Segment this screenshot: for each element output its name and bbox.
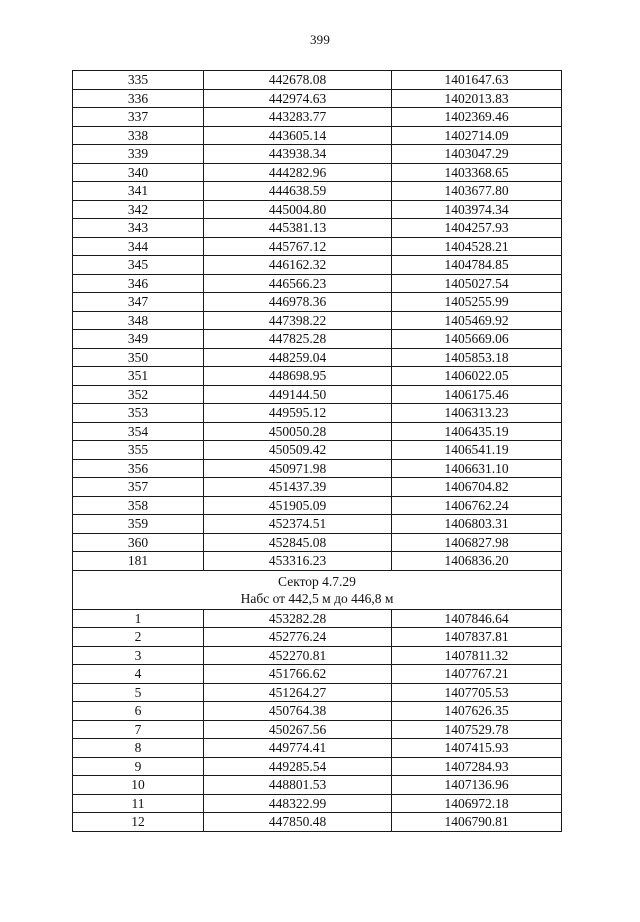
x-coordinate-cell: 451905.09 [204, 496, 392, 515]
y-coordinate-cell: 1406827.98 [392, 533, 562, 552]
x-coordinate-cell: 449285.54 [204, 757, 392, 776]
point-number-cell: 340 [73, 163, 204, 182]
y-coordinate-cell: 1403047.29 [392, 145, 562, 164]
x-coordinate-cell: 450509.42 [204, 441, 392, 460]
x-coordinate-cell: 451766.62 [204, 665, 392, 684]
point-number-cell: 353 [73, 404, 204, 423]
y-coordinate-cell: 1406790.81 [392, 813, 562, 832]
coordinates-table [72, 70, 562, 832]
x-coordinate-cell: 447398.22 [204, 311, 392, 330]
point-number-cell: 359 [73, 515, 204, 534]
x-coordinate-cell: 443605.14 [204, 126, 392, 145]
y-coordinate-cell: 1407529.78 [392, 720, 562, 739]
point-number-cell: 336 [73, 89, 204, 108]
table-row [73, 628, 562, 647]
x-coordinate-cell: 451437.39 [204, 478, 392, 497]
point-number-cell: 350 [73, 348, 204, 367]
x-coordinate-cell: 443938.34 [204, 145, 392, 164]
point-number-cell: 357 [73, 478, 204, 497]
point-number-cell: 347 [73, 293, 204, 312]
x-coordinate-cell: 445004.80 [204, 200, 392, 219]
page-number: 399 [309, 32, 331, 47]
x-coordinate-cell: 447850.48 [204, 813, 392, 832]
table-row [73, 293, 562, 312]
table-row [73, 348, 562, 367]
y-coordinate-cell: 1403368.65 [392, 163, 562, 182]
x-coordinate-cell: 445381.13 [204, 219, 392, 238]
point-number-cell: 6 [73, 702, 204, 721]
x-coordinate-cell: 453316.23 [204, 552, 392, 571]
x-coordinate-cell: 452845.08 [204, 533, 392, 552]
x-coordinate-cell: 450971.98 [204, 459, 392, 478]
point-number-cell: 342 [73, 200, 204, 219]
table-row [73, 776, 562, 795]
sector-header [73, 570, 562, 609]
point-number-cell: 5 [73, 683, 204, 702]
y-coordinate-cell: 1407136.96 [392, 776, 562, 795]
table-row [73, 311, 562, 330]
table-row [73, 237, 562, 256]
point-number-cell: 335 [73, 71, 204, 90]
table-row [73, 330, 562, 349]
x-coordinate-cell: 446978.36 [204, 293, 392, 312]
point-number-cell: 355 [73, 441, 204, 460]
y-coordinate-cell: 1405853.18 [392, 348, 562, 367]
y-coordinate-cell: 1406541.19 [392, 441, 562, 460]
x-coordinate-cell: 443283.77 [204, 108, 392, 127]
table-row [73, 441, 562, 460]
x-coordinate-cell: 444282.96 [204, 163, 392, 182]
y-coordinate-cell: 1407626.35 [392, 702, 562, 721]
table-row [73, 422, 562, 441]
x-coordinate-cell: 450764.38 [204, 702, 392, 721]
y-coordinate-cell: 1407837.81 [392, 628, 562, 647]
point-number-cell: 345 [73, 256, 204, 275]
y-coordinate-cell: 1406762.24 [392, 496, 562, 515]
x-coordinate-cell: 446162.32 [204, 256, 392, 275]
y-coordinate-cell: 1407846.64 [392, 609, 562, 628]
y-coordinate-cell: 1406704.82 [392, 478, 562, 497]
point-number-cell: 344 [73, 237, 204, 256]
x-coordinate-cell: 452270.81 [204, 646, 392, 665]
y-coordinate-cell: 1406175.46 [392, 385, 562, 404]
sector-title: Сектор 4.7.29 [278, 573, 356, 589]
x-coordinate-cell: 448259.04 [204, 348, 392, 367]
y-coordinate-cell: 1407811.32 [392, 646, 562, 665]
y-coordinate-cell: 1406803.31 [392, 515, 562, 534]
table-row [73, 515, 562, 534]
table-row [73, 478, 562, 497]
y-coordinate-cell: 1401647.63 [392, 71, 562, 90]
table-row [73, 219, 562, 238]
table-row [73, 126, 562, 145]
point-number-cell: 337 [73, 108, 204, 127]
y-coordinate-cell: 1406022.05 [392, 367, 562, 386]
y-coordinate-cell: 1406435.19 [392, 422, 562, 441]
y-coordinate-cell: 1402714.09 [392, 126, 562, 145]
point-number-cell: 8 [73, 739, 204, 758]
y-coordinate-cell: 1405669.06 [392, 330, 562, 349]
x-coordinate-cell: 445767.12 [204, 237, 392, 256]
x-coordinate-cell: 452374.51 [204, 515, 392, 534]
y-coordinate-cell: 1405469.92 [392, 311, 562, 330]
table-row [73, 163, 562, 182]
y-coordinate-cell: 1404528.21 [392, 237, 562, 256]
point-number-cell: 360 [73, 533, 204, 552]
x-coordinate-cell: 449774.41 [204, 739, 392, 758]
table-row [73, 496, 562, 515]
x-coordinate-cell: 450050.28 [204, 422, 392, 441]
table-row [73, 813, 562, 832]
point-number-cell: 351 [73, 367, 204, 386]
point-number-cell: 2 [73, 628, 204, 647]
x-coordinate-cell: 453282.28 [204, 609, 392, 628]
point-number-cell: 358 [73, 496, 204, 515]
table-row [73, 533, 562, 552]
sector-header-cell [73, 570, 562, 609]
table-row [73, 404, 562, 423]
y-coordinate-cell: 1406972.18 [392, 794, 562, 813]
y-coordinate-cell: 1406631.10 [392, 459, 562, 478]
y-coordinate-cell: 1405255.99 [392, 293, 562, 312]
point-number-cell: 343 [73, 219, 204, 238]
table-row [73, 757, 562, 776]
y-coordinate-cell: 1402013.83 [392, 89, 562, 108]
point-number-cell: 348 [73, 311, 204, 330]
y-coordinate-cell: 1405027.54 [392, 274, 562, 293]
point-number-cell: 339 [73, 145, 204, 164]
point-number-cell: 338 [73, 126, 204, 145]
table-row [73, 145, 562, 164]
table-row [73, 683, 562, 702]
point-number-cell: 4 [73, 665, 204, 684]
point-number-cell: 341 [73, 182, 204, 201]
point-number-cell: 9 [73, 757, 204, 776]
y-coordinate-cell: 1407284.93 [392, 757, 562, 776]
x-coordinate-cell: 446566.23 [204, 274, 392, 293]
x-coordinate-cell: 452776.24 [204, 628, 392, 647]
table-row [73, 200, 562, 219]
y-coordinate-cell: 1403677.80 [392, 182, 562, 201]
point-number-cell: 11 [73, 794, 204, 813]
y-coordinate-cell: 1402369.46 [392, 108, 562, 127]
point-number-cell: 1 [73, 609, 204, 628]
table-row [73, 720, 562, 739]
point-number-cell: 356 [73, 459, 204, 478]
table-body-after-sector [73, 609, 562, 831]
x-coordinate-cell: 451264.27 [204, 683, 392, 702]
table-row [73, 552, 562, 571]
y-coordinate-cell: 1407767.21 [392, 665, 562, 684]
table-row [73, 794, 562, 813]
x-coordinate-cell: 442974.63 [204, 89, 392, 108]
y-coordinate-cell: 1403974.34 [392, 200, 562, 219]
y-coordinate-cell: 1406313.23 [392, 404, 562, 423]
point-number-cell: 12 [73, 813, 204, 832]
table-row [73, 182, 562, 201]
table-body-before-sector [73, 71, 562, 571]
x-coordinate-cell: 447825.28 [204, 330, 392, 349]
y-coordinate-cell: 1404784.85 [392, 256, 562, 275]
x-coordinate-cell: 442678.08 [204, 71, 392, 90]
table-row [73, 367, 562, 386]
table-row [73, 702, 562, 721]
x-coordinate-cell: 449144.50 [204, 385, 392, 404]
sector-subtitle: Набс от 442,5 м до 446,8 м [240, 590, 394, 606]
point-number-cell: 349 [73, 330, 204, 349]
y-coordinate-cell: 1404257.93 [392, 219, 562, 238]
y-coordinate-cell: 1406836.20 [392, 552, 562, 571]
table-row [73, 256, 562, 275]
point-number-cell: 354 [73, 422, 204, 441]
table-row [73, 108, 562, 127]
x-coordinate-cell: 450267.56 [204, 720, 392, 739]
point-number-cell: 7 [73, 720, 204, 739]
sector-header-row [73, 570, 562, 609]
x-coordinate-cell: 449595.12 [204, 404, 392, 423]
table-row [73, 665, 562, 684]
table-row [73, 646, 562, 665]
table-row [73, 739, 562, 758]
y-coordinate-cell: 1407705.53 [392, 683, 562, 702]
table-row [73, 459, 562, 478]
table-row [73, 89, 562, 108]
point-number-cell: 3 [73, 646, 204, 665]
x-coordinate-cell: 448322.99 [204, 794, 392, 813]
point-number-cell: 346 [73, 274, 204, 293]
point-number-cell: 352 [73, 385, 204, 404]
point-number-cell: 10 [73, 776, 204, 795]
x-coordinate-cell: 448698.95 [204, 367, 392, 386]
point-number-cell: 181 [73, 552, 204, 571]
table-row [73, 274, 562, 293]
y-coordinate-cell: 1407415.93 [392, 739, 562, 758]
table-row [73, 609, 562, 628]
table-row [73, 385, 562, 404]
x-coordinate-cell: 448801.53 [204, 776, 392, 795]
table-row [73, 71, 562, 90]
x-coordinate-cell: 444638.59 [204, 182, 392, 201]
